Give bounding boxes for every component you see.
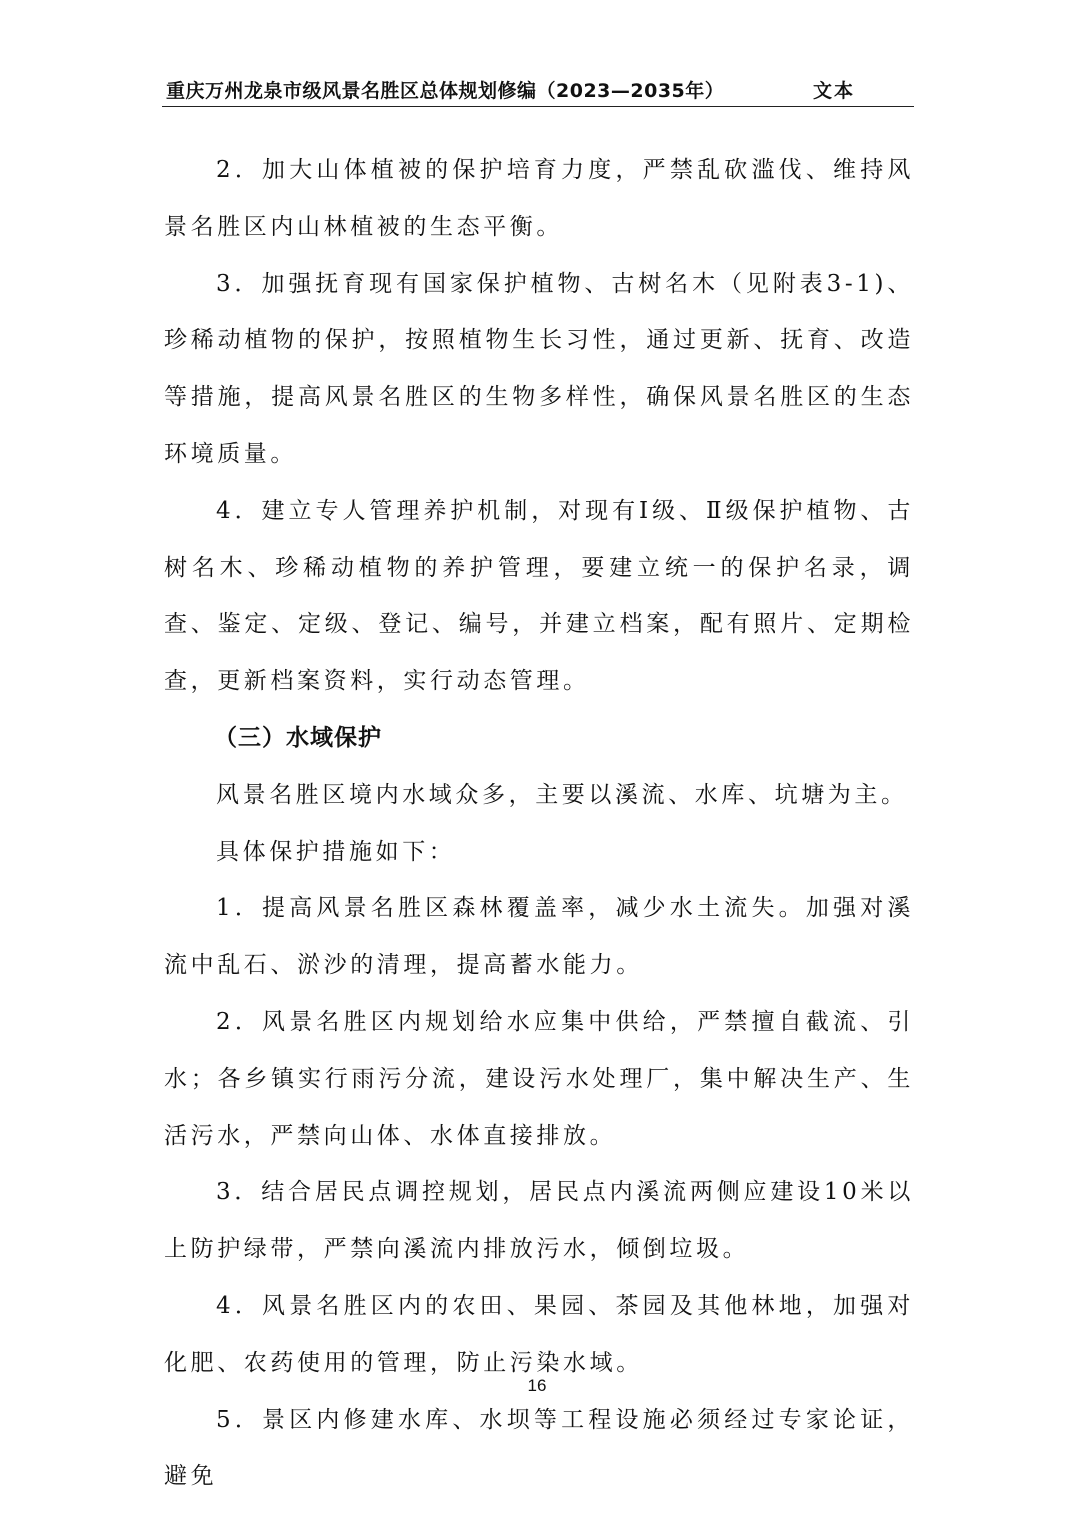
paragraph: 5．景区内修建水库、水坝等工程设施必须经过专家论证，避免 [164, 1406, 914, 1490]
section-heading: （三）水域保护 [214, 724, 382, 751]
page-header [162, 74, 914, 107]
paragraph: 具体保护措施如下： [216, 838, 456, 865]
paragraph: 2．加大山体植被的保护培育力度，严禁乱砍滥伐、维持风景名胜区内山林植被的生态平衡。 [164, 157, 914, 240]
paragraph: 1．提高风景名胜区森林覆盖率，减少水土流失。加强对溪流中乱石、淤沙的清理，提高蓄水能力。 [164, 895, 914, 979]
paragraph: 2．风景名胜区内规划给水应集中供给，严禁擅自截流、引水；各乡镇实行雨污分流，建设污水处理厂，集中解决生产、生活污水，严禁向山体、水体直接排放。 [164, 1008, 914, 1149]
body-text [164, 142, 914, 1505]
paragraph: 3．结合居民点调控规划，居民点内溪流两侧应建设10米以上防护绿带，严禁向溪流内排放污水，倾倒垃圾。 [164, 1179, 914, 1263]
paragraph: 4．风景名胜区内的农田、果园、茶园及其他林地，加强对化肥、农药使用的管理，防止污染水域。 [164, 1292, 914, 1376]
header-doc-type: 文本 [813, 80, 856, 102]
paragraph: 风景名胜区境内水域众多，主要以溪流、水库、坑塘为主。 [216, 781, 908, 808]
header-title: 重庆万州龙泉市级风景名胜区总体规划修编（2023—2035年） [166, 80, 725, 102]
paragraph: 4．建立专人管理养护机制，对现有Ⅰ级、Ⅱ级保护植物、古树名木、珍稀动植物的养护管理，要建立统一的保护名录，调查、鉴定、定级、登记、编号，并建立档案，配有照片、定期检查，更新档案资料，实行动态管理。 [164, 497, 914, 695]
page-number: 16 [527, 1376, 547, 1395]
paragraph: 3．加强抚育现有国家保护植物、古树名木（见附表3-1)、珍稀动植物的保护，按照植物生长习性，通过更新、抚育、改造等措施，提高风景名胜区的生物多样性，确保风景名胜区的生态环境质量。 [164, 270, 914, 467]
